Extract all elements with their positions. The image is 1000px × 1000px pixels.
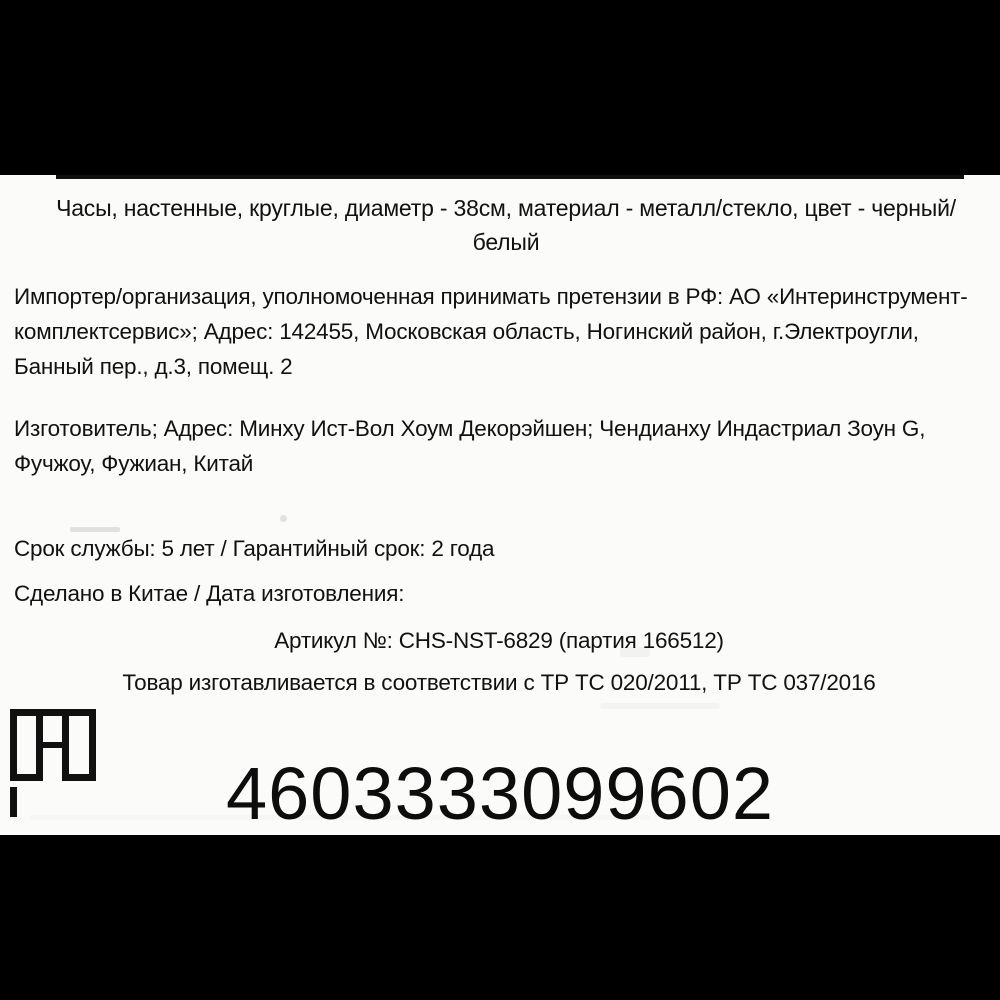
barcode-number: 4603333099602 <box>225 752 775 835</box>
manufacturer-paragraph: Изготовитель; Адрес: Минху Ист-Вол Хоум Декорэйшен; Чендианху Индастриал Зоун G, Фучжоу, Фужиан, Китай <box>14 416 926 476</box>
label-content <box>0 175 1000 835</box>
technical-regulations-line: Товар изготавливается в соответствии с ТР ТС 020/2011, ТР ТС 037/2016 <box>122 670 876 695</box>
article-number-line: Артикул №: CHS-NST-6829 (партия 166512) <box>274 628 724 653</box>
service-life-line: Срок службы: 5 лет / Гарантийный срок: 2 года <box>14 536 495 561</box>
print-smudge <box>600 703 720 709</box>
top-divider-rule <box>56 175 964 179</box>
print-smudge <box>280 515 287 522</box>
importer-paragraph: Импортер/организация, уполномоченная принимать претензии в РФ: АО «Интеринструмент-комплектсервис»; Адрес: 142455, Московская область, Ногинский район, г.Электроугли, Банный пер., д.3, помещ. 2 <box>14 284 968 379</box>
product-label-sheet <box>0 175 1000 835</box>
made-in-line: Сделано в Китае / Дата изготовления: <box>14 581 405 606</box>
product-title: Часы, настенные, круглые, диаметр - 38см, материал - металл/стекло, цвет - черный/белый <box>56 195 956 255</box>
